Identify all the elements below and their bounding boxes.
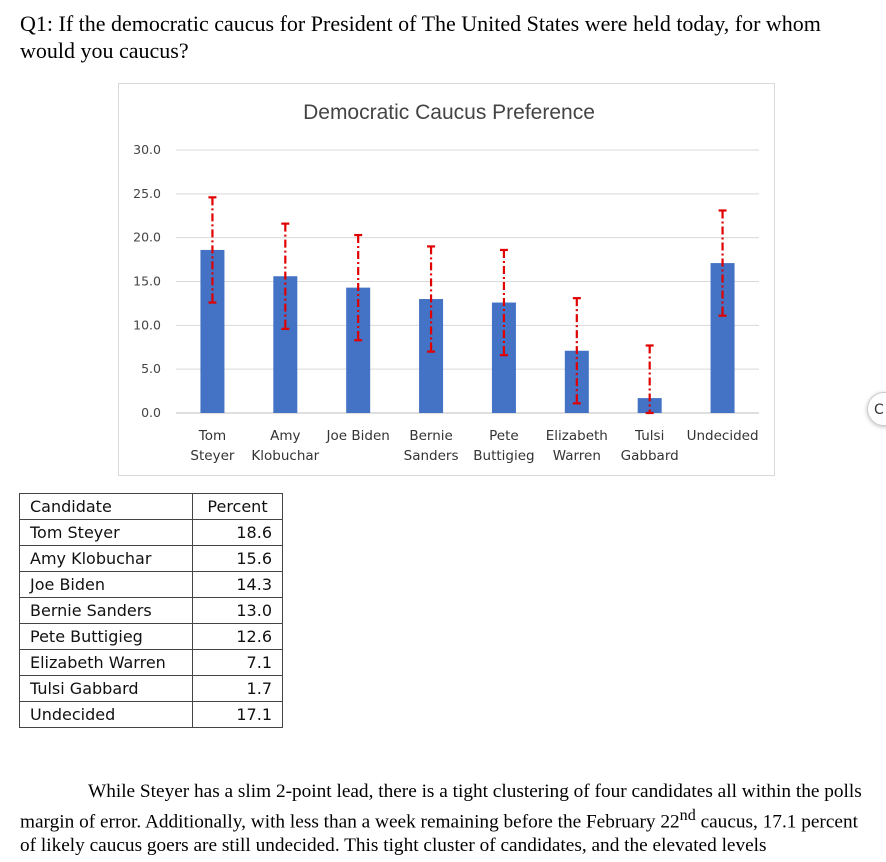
y-tick-label: 20.0 [133,229,161,245]
percent-cell: 1.7 [193,676,283,702]
analysis-paragraph [20,780,878,858]
paragraph-text-2: caucus, 17.1 percent of likely caucus goers are still undecided. This tight cluster of candidates, and the elevated levels [20,811,858,857]
table-row [20,676,283,702]
candidate-cell: Amy Klobuchar [20,546,193,572]
candidate-cell: Undecided [20,702,193,728]
category-label: Undecided [686,428,759,444]
header-percent: Percent [193,494,283,520]
gridlines [176,150,759,413]
y-tick-label: 30.0 [133,142,161,157]
table-row [20,624,283,650]
percent-cell: 12.6 [193,624,283,650]
candidate-cell: Elizabeth Warren [20,650,193,676]
results-table [19,493,283,728]
y-tick-label: 5.0 [141,361,161,377]
candidate-cell: Bernie Sanders [20,598,193,624]
percent-cell: 7.1 [193,650,283,676]
table-row [20,546,283,572]
table-row [20,572,283,598]
bar [273,276,297,413]
question-heading: Q1: If the democratic caucus for President of The United States were held today, for whom would you caucus? [20,11,821,63]
category-label: Gabbard [620,448,679,464]
category-label: Steyer [190,448,235,464]
bar-chart [119,84,776,477]
table-row [20,598,283,624]
percent-cell: 18.6 [193,520,283,546]
y-tick-label: 25.0 [133,185,161,201]
category-label: Tom [198,428,227,444]
category-label: Amy [270,428,301,444]
table-row [20,650,283,676]
category-labels [190,428,758,464]
percent-cell: 13.0 [193,598,283,624]
category-label: Buttigieg [473,448,535,464]
category-label: Pete [489,428,519,444]
candidate-cell: Pete Buttigieg [20,624,193,650]
percent-cell: 15.6 [193,546,283,572]
y-tick-label: 0.0 [141,405,161,420]
header-candidate: Candidate [20,494,193,520]
category-label: Sanders [403,448,459,464]
chart-title: Democratic Caucus Preference [303,101,595,124]
percent-cell: 17.1 [193,702,283,728]
category-label: Tulsi [635,428,665,444]
category-label: Elizabeth [545,428,608,444]
table-row [20,702,283,728]
y-tick-label: 10.0 [133,317,161,333]
category-label: Klobuchar [251,448,320,464]
candidate-cell: Joe Biden [20,572,193,598]
paragraph-text-1: While Steyer has a slim 2-point lead, there is a tight clustering of four candidates all within the polls margin of error. Additionally, with less than a week remaining before the February 22 [20,781,862,833]
floating-assistant-icon[interactable]: C [867,392,886,426]
category-label: Joe Biden [326,428,390,444]
table-header-row [20,494,283,520]
table-row [20,520,283,546]
bar [200,250,224,413]
y-axis-ticks [133,142,161,420]
y-tick-label: 15.0 [133,273,161,289]
percent-cell: 14.3 [193,572,283,598]
candidate-cell: Tulsi Gabbard [20,676,193,702]
category-label: Warren [552,448,601,464]
bars [200,250,734,413]
chart-area [118,83,775,476]
candidate-cell: Tom Steyer [20,520,193,546]
category-label: Bernie [409,428,453,444]
paragraph-ordinal-suffix: nd [679,807,696,824]
